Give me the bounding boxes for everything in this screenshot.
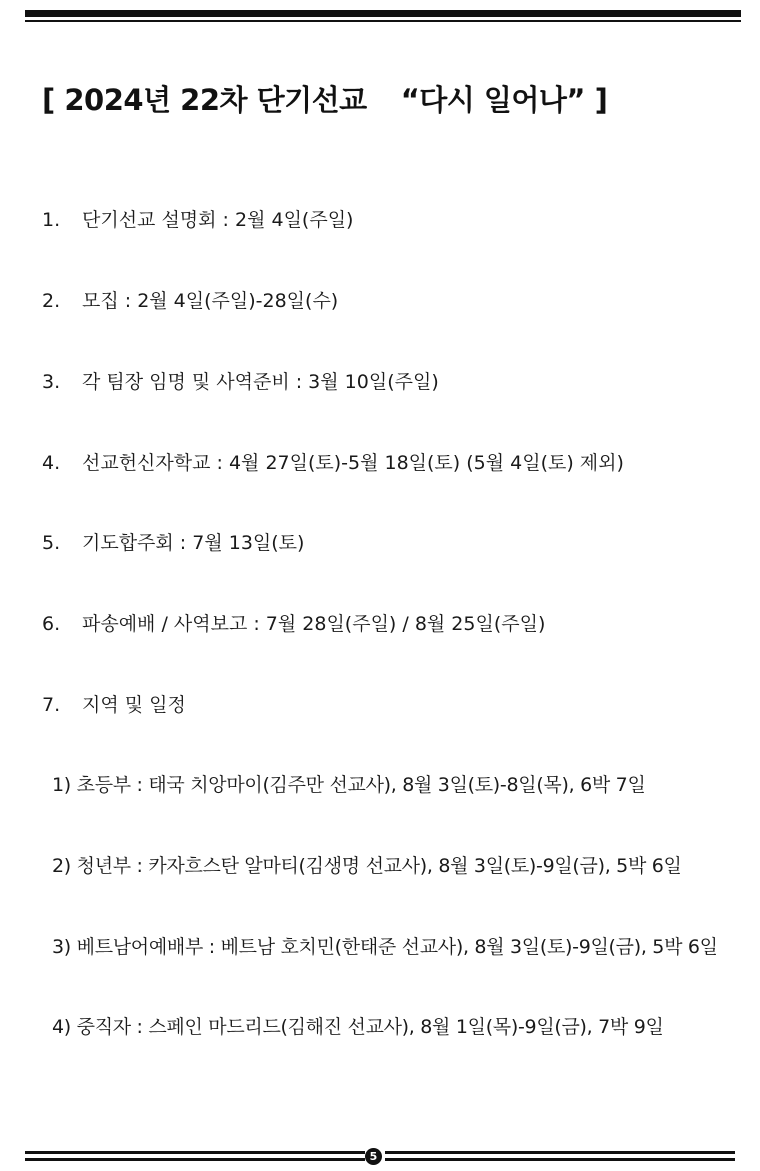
- list-item: [42, 528, 304, 555]
- schedule-item: 1) 초등부 : 태국 치앙마이(김주만 선교사), 8월 3일(토)-8일(목), 6박 7일: [52, 774, 646, 796]
- list-item-text: 기도합주회 : 7월 13일(토): [82, 532, 305, 554]
- list-item: [42, 609, 545, 636]
- list-item-number: 5.: [42, 532, 61, 554]
- list-item-number: 2.: [42, 290, 61, 312]
- bottom-rule-right-2: [385, 1158, 735, 1161]
- title-theme: “다시 일어나” ]: [400, 83, 608, 117]
- schedule-item: 2) 청년부 : 카자흐스탄 알마티(김생명 선교사), 8월 3일(토)-9일(금), 5박 6일: [52, 855, 682, 877]
- list-item-number: 7.: [42, 694, 61, 716]
- schedule-item: 3) 베트남어예배부 : 베트남 호치민(한태준 선교사), 8월 3일(토)-9일(금), 5박 6일: [52, 936, 718, 958]
- schedule-item: 4) 중직자 : 스페인 마드리드(김해진 선교사), 8월 1일(목)-9일(금), 7박 9일: [52, 1016, 664, 1038]
- top-rule-thin: [25, 20, 741, 22]
- list-item-text: 모집 : 2월 4일(주일)-28일(수): [82, 290, 339, 312]
- bottom-rule-left: [25, 1151, 365, 1154]
- page-number-badge: 5: [365, 1148, 382, 1165]
- list-item-number: 4.: [42, 452, 61, 474]
- list-item-number: 6.: [42, 613, 61, 635]
- title-main: [ 2024년 22차 단기선교: [42, 83, 367, 117]
- page-title: [42, 78, 607, 119]
- list-item-text: 파송예배 / 사역보고 : 7월 28일(주일) / 8월 25일(주일): [82, 613, 546, 635]
- bottom-rule-right: [385, 1151, 735, 1154]
- top-rule-thick: [25, 10, 741, 17]
- list-item-text: 지역 및 일정: [82, 694, 186, 716]
- list-item: [42, 690, 186, 717]
- list-item: [42, 367, 439, 394]
- list-item-number: 3.: [42, 371, 61, 393]
- list-item: [42, 448, 624, 475]
- list-item: [42, 286, 338, 313]
- list-item-text: 선교헌신자학교 : 4월 27일(토)-5월 18일(토) (5월 4일(토) 제외): [82, 452, 624, 474]
- list-item-text: 단기선교 설명회 : 2월 4일(주일): [82, 209, 354, 231]
- list-item-text: 각 팀장 임명 및 사역준비 : 3월 10일(주일): [82, 371, 439, 393]
- list-item: [42, 205, 353, 232]
- list-item-number: 1.: [42, 209, 61, 231]
- bottom-rule-left-2: [25, 1158, 365, 1161]
